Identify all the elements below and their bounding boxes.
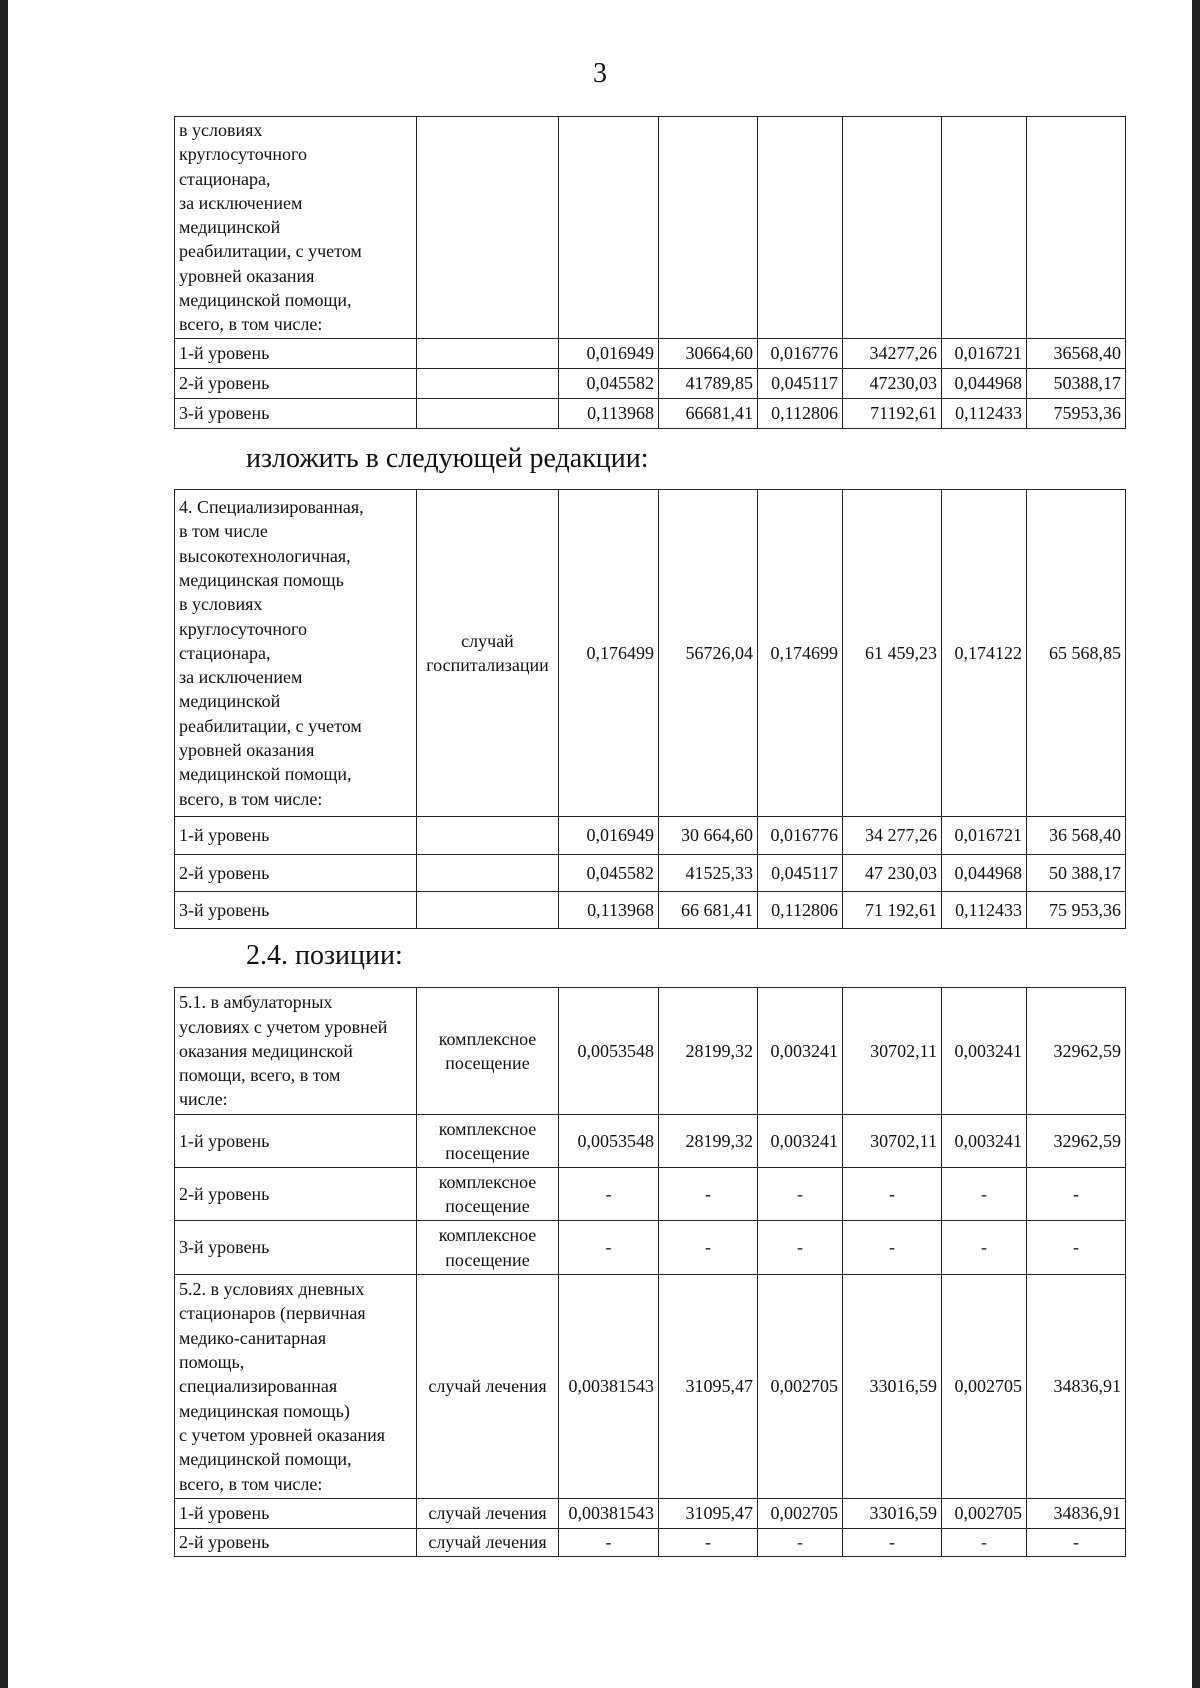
cost-value-cell: 71192,61 [843,398,942,428]
unit-cell: комплексное посещение [417,988,559,1115]
norm-value-cell: - [559,1168,659,1221]
norm-value-cell: 0,00381543 [559,1499,659,1529]
unit-cell: комплексное посещение [417,1168,559,1221]
table1-row [175,338,1126,368]
cost-value-cell: - [843,1529,942,1557]
unit-cell: случай лечения [417,1499,559,1529]
indicator-name-cell: 3-й уровень [175,398,417,428]
cost-value-cell: 56726,04 [659,490,758,817]
norm-value-cell: 0,0053548 [559,988,659,1115]
cost-value-cell: 50 388,17 [1027,855,1126,892]
indicator-name-cell: 2-й уровень [175,1168,417,1221]
table2-row [175,892,1126,929]
cost-value-cell: 33016,59 [843,1275,942,1499]
cost-value-cell: - [843,1168,942,1221]
cost-value-cell: 66681,41 [659,398,758,428]
norm-value-cell: 0,112806 [758,398,843,428]
cost-value-cell: 75 953,36 [1027,892,1126,929]
cost-value-cell: - [1027,1529,1126,1557]
norm-value-cell: 0,0053548 [559,1115,659,1168]
table1-row [175,117,1126,339]
norm-value-cell: 0,016721 [942,817,1027,855]
cost-value-cell: 32962,59 [1027,988,1126,1115]
norm-value-cell [758,117,843,339]
indicator-name-cell: 2-й уровень [175,855,417,892]
norm-value-cell: - [942,1168,1027,1221]
norm-value-cell [559,117,659,339]
unit-cell [417,817,559,855]
cost-value-cell: 75953,36 [1027,398,1126,428]
table-specialized-care-new [174,489,1126,929]
table3-row [175,988,1126,1115]
norm-value-cell: 0,044968 [942,368,1027,398]
cost-value-cell: 71 192,61 [843,892,942,929]
table2-row [175,817,1126,855]
cost-value-cell: 34277,26 [843,338,942,368]
indicator-name-cell: 1-й уровень [175,817,417,855]
indicator-name-cell: 3-й уровень [175,892,417,929]
norm-value-cell: 0,002705 [758,1499,843,1529]
cost-value-cell: 28199,32 [659,1115,758,1168]
cost-value-cell [843,117,942,339]
norm-value-cell: - [559,1529,659,1557]
norm-value-cell: 0,044968 [942,855,1027,892]
table1-row [175,398,1126,428]
indicator-name-cell: в условиях круглосуточного стационара, за исключением медицинской реабилитации, с учетом уровней оказания медицинской помощи, всего, в том числе: [175,117,417,339]
indicator-name-cell: 4. Специализированная, в том числе высокотехнологичная, медицинская помощь в условиях круглосуточного стационара, за исключением медицинской реабилитации, с учетом уровней оказания медицинской помощи, всего, в том числе: [175,490,417,817]
cost-value-cell: 61 459,23 [843,490,942,817]
unit-cell: случай лечения [417,1275,559,1499]
norm-value-cell: 0,045582 [559,368,659,398]
unit-cell [417,855,559,892]
unit-cell [417,338,559,368]
norm-value-cell: - [942,1221,1027,1275]
cost-value-cell: - [1027,1221,1126,1275]
indicator-name-cell: 2-й уровень [175,368,417,398]
norm-value-cell: 0,002705 [758,1275,843,1499]
cost-value-cell: 66 681,41 [659,892,758,929]
table1-row [175,368,1126,398]
norm-value-cell: 0,003241 [758,1115,843,1168]
norm-value-cell: 0,112433 [942,398,1027,428]
unit-cell [417,398,559,428]
cost-value-cell: 50388,17 [1027,368,1126,398]
cost-value-cell: 30 664,60 [659,817,758,855]
indicator-name-cell: 1-й уровень [175,1499,417,1529]
norm-value-cell: 0,176499 [559,490,659,817]
norm-value-cell: 0,016949 [559,817,659,855]
norm-value-cell: 0,112806 [758,892,843,929]
table-tertiary-care-old [174,116,1126,429]
cost-value-cell: 34836,91 [1027,1275,1126,1499]
norm-value-cell: 0,00381543 [559,1275,659,1499]
scan-edge-left [0,0,8,1688]
cost-value-cell: 41525,33 [659,855,758,892]
norm-value-cell: - [758,1168,843,1221]
norm-value-cell: 0,112433 [942,892,1027,929]
scan-edge-right [1192,0,1200,1688]
norm-value-cell: 0,002705 [942,1499,1027,1529]
cost-value-cell: 65 568,85 [1027,490,1126,817]
cost-value-cell: 30702,11 [843,1115,942,1168]
cost-value-cell: 33016,59 [843,1499,942,1529]
table3-row [175,1115,1126,1168]
unit-cell [417,117,559,339]
table2-row [175,855,1126,892]
table3-row [175,1499,1126,1529]
cost-value-cell: 36 568,40 [1027,817,1126,855]
cost-value-cell: 30664,60 [659,338,758,368]
norm-value-cell: 0,113968 [559,398,659,428]
table3-row [175,1168,1126,1221]
unit-cell [417,892,559,929]
cost-value-cell: - [843,1221,942,1275]
page-number: 3 [593,58,607,89]
norm-value-cell: - [559,1221,659,1275]
cost-value-cell: 28199,32 [659,988,758,1115]
cost-value-cell: 31095,47 [659,1499,758,1529]
cost-value-cell: 47230,03 [843,368,942,398]
cost-value-cell [1027,117,1126,339]
table-outpatient-daycare [174,987,1126,1557]
norm-value-cell: 0,113968 [559,892,659,929]
indicator-name-cell: 1-й уровень [175,1115,417,1168]
norm-value-cell: 0,003241 [942,1115,1027,1168]
norm-value-cell: 0,003241 [758,988,843,1115]
norm-value-cell: 0,016776 [758,817,843,855]
norm-value-cell: 0,003241 [942,988,1027,1115]
section-heading-positions: 2.4. позиции: [246,940,403,971]
norm-value-cell: 0,045582 [559,855,659,892]
norm-value-cell: - [758,1221,843,1275]
cost-value-cell: 36568,40 [1027,338,1126,368]
indicator-name-cell: 5.2. в условиях дневных стационаров (первичная медико-санитарная помощь, специализированная медицинская помощь) с учетом уровней оказания медицинской помощи, всего, в том числе: [175,1275,417,1499]
norm-value-cell: 0,045117 [758,855,843,892]
cost-value-cell: 41789,85 [659,368,758,398]
norm-value-cell: 0,174699 [758,490,843,817]
unit-cell: случай лечения [417,1529,559,1557]
cost-value-cell: - [659,1168,758,1221]
indicator-name-cell: 3-й уровень [175,1221,417,1275]
norm-value-cell: 0,016721 [942,338,1027,368]
unit-cell: комплексное посещение [417,1221,559,1275]
cost-value-cell: 30702,11 [843,988,942,1115]
cost-value-cell: 34 277,26 [843,817,942,855]
table3-row [175,1275,1126,1499]
norm-value-cell: 0,016949 [559,338,659,368]
cost-value-cell: 32962,59 [1027,1115,1126,1168]
norm-value-cell: 0,045117 [758,368,843,398]
table3-row [175,1529,1126,1557]
unit-cell [417,368,559,398]
norm-value-cell [942,117,1027,339]
norm-value-cell: 0,174122 [942,490,1027,817]
cost-value-cell: 47 230,03 [843,855,942,892]
norm-value-cell: - [758,1529,843,1557]
unit-cell: комплексное посещение [417,1115,559,1168]
unit-cell: случай госпитализации [417,490,559,817]
indicator-name-cell: 1-й уровень [175,338,417,368]
indicator-name-cell: 2-й уровень [175,1529,417,1557]
cost-value-cell [659,117,758,339]
cost-value-cell: - [659,1529,758,1557]
cost-value-cell: 34836,91 [1027,1499,1126,1529]
norm-value-cell: 0,002705 [942,1275,1027,1499]
norm-value-cell: 0,016776 [758,338,843,368]
cost-value-cell: - [1027,1168,1126,1221]
table2-row [175,490,1126,817]
cost-value-cell: - [659,1221,758,1275]
cost-value-cell: 31095,47 [659,1275,758,1499]
indicator-name-cell: 5.1. в амбулаторных условиях с учетом уровней оказания медицинской помощи, всего, в том числе: [175,988,417,1115]
table3-row [175,1221,1126,1275]
norm-value-cell: - [942,1529,1027,1557]
section-heading-new-edition: изложить в следующей редакции: [246,443,649,474]
